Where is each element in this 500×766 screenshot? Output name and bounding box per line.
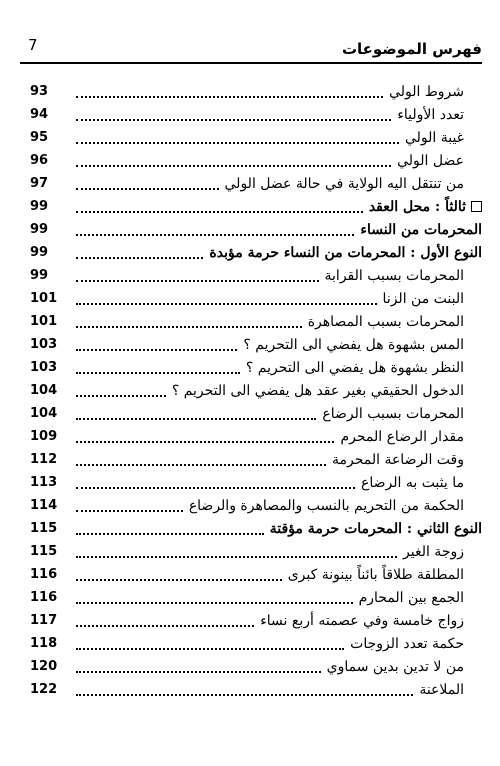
toc-entry-text: النوع الثاني : المحرمات حرمة مؤقتة	[269, 520, 482, 537]
toc-entry-text: النظر بشهوة هل يفضي الى التحريم ؟	[245, 359, 464, 376]
toc-entry-text: من لا تدين بدين سماوي	[326, 658, 464, 675]
toc-entry	[30, 126, 482, 149]
toc-entry-page: 112	[30, 452, 58, 467]
toc-entry-title	[391, 107, 482, 123]
toc-entry-title	[363, 199, 482, 215]
toc-entry-page: 95	[30, 130, 49, 145]
toc-entry-title	[326, 452, 482, 468]
toc-entry-text: حكمة تعدد الزوجات	[350, 635, 464, 652]
page-header	[20, 28, 482, 64]
dot-leader	[76, 578, 282, 581]
toc-entry-title	[282, 567, 482, 583]
toc-entry-title	[399, 130, 482, 146]
toc-entry-page: 99	[30, 199, 49, 214]
dot-leader	[76, 371, 240, 374]
dot-leader	[76, 348, 237, 351]
square-bullet-icon	[471, 201, 482, 212]
toc-entry-page: 97	[30, 176, 49, 191]
toc-entry-page: 99	[30, 222, 49, 237]
toc-entry-title	[264, 521, 482, 537]
dot-leader	[76, 279, 319, 282]
toc-entry-page: 120	[30, 659, 58, 674]
toc-entry-text: المحرمات بسبب القرابة	[324, 267, 464, 284]
toc-entry-text: الحكمة من التحريم بالنسب والمصاهرة والرضاع	[188, 497, 464, 514]
toc-entry-title	[319, 268, 482, 284]
toc-entry-page: 104	[30, 383, 58, 398]
dot-leader	[76, 394, 166, 397]
toc-entry	[30, 310, 482, 333]
toc-entry-title	[391, 153, 482, 169]
toc-entry	[30, 103, 482, 126]
dot-leader	[76, 325, 302, 328]
toc-entry	[30, 494, 482, 517]
toc-entry	[30, 195, 482, 218]
toc-entry	[30, 172, 482, 195]
toc-entry-text: المحرمات بسبب المصاهرة	[307, 313, 464, 330]
toc-entry-text: الملاعنة	[419, 681, 464, 698]
dot-leader	[76, 532, 264, 535]
toc-entry-text: الدخول الحقيقي بغير عقد هل يفضي الى التحريم ؟	[171, 382, 464, 399]
toc-entry-title	[316, 406, 482, 422]
dot-leader	[76, 95, 383, 98]
toc-entry-title	[240, 360, 482, 376]
toc-entry	[30, 632, 482, 655]
dot-leader	[76, 670, 321, 673]
toc-entry-page: 103	[30, 337, 58, 352]
dot-leader	[76, 210, 363, 213]
toc-entry	[30, 356, 482, 379]
header-page-number: 7	[28, 36, 38, 54]
toc-entry-text: وقت الرضاعة المحرمة	[331, 451, 464, 468]
dot-leader	[76, 141, 399, 144]
toc-entry	[30, 609, 482, 632]
toc-entry-title	[219, 176, 482, 192]
toc-entry	[30, 678, 482, 701]
toc-entry-text: من تنتقل اليه الولاية في حالة عضل الولي	[224, 175, 464, 192]
toc-entry-text: ثالثاً : محل العقد	[368, 198, 466, 215]
toc-entry-page: 116	[30, 590, 58, 605]
toc-entry-page: 101	[30, 314, 58, 329]
toc-entry	[30, 517, 482, 540]
toc-entry-page: 115	[30, 544, 58, 559]
toc-entry	[30, 80, 482, 103]
header-title: فهرس الموضوعات	[341, 40, 482, 58]
dot-leader	[76, 601, 353, 604]
toc-entry-text: تعدد الأولياء	[397, 106, 464, 123]
toc-entry	[30, 586, 482, 609]
toc-entry-page: 117	[30, 613, 58, 628]
toc-entry-text: غيبة الولي	[404, 129, 464, 146]
toc-entry	[30, 402, 482, 425]
toc-entry-text: البنت من الزنا	[382, 290, 464, 307]
toc-entry	[30, 287, 482, 310]
toc-entry-text: المطلقة طلاقاً بائناً بينونة كبرى	[287, 566, 464, 583]
dot-leader	[76, 233, 354, 236]
toc-entry-text: المس بشهوة هل يفضي الى التحريم ؟	[243, 336, 464, 353]
toc-entry	[30, 333, 482, 356]
toc-entry	[30, 379, 482, 402]
toc-entry-page: 103	[30, 360, 58, 375]
toc-entry	[30, 448, 482, 471]
toc-entry	[30, 218, 482, 241]
toc-entry-title	[321, 659, 482, 675]
toc-entry-page: 93	[30, 84, 49, 99]
toc-entry-title	[354, 222, 482, 238]
toc-entry	[30, 563, 482, 586]
toc-entry-title	[353, 590, 482, 606]
dot-leader	[76, 555, 397, 558]
dot-leader	[76, 440, 334, 443]
toc-entry-text: النوع الأول : المحرمات من النساء حرمة مؤبدة	[209, 244, 482, 261]
toc-entry-title	[355, 475, 482, 491]
toc-entry-title	[254, 613, 482, 629]
dot-leader	[76, 624, 254, 627]
toc-entry-text: المحرمات بسبب الرضاع	[322, 405, 464, 422]
toc-entry	[30, 241, 482, 264]
toc-entry-title	[237, 337, 482, 353]
toc-entry-page: 104	[30, 406, 58, 421]
toc-entry-page: 99	[30, 245, 49, 260]
table-of-contents	[30, 80, 482, 701]
dot-leader	[76, 302, 377, 305]
toc-entry-title	[413, 682, 482, 698]
toc-entry-title	[383, 84, 482, 100]
dot-leader	[76, 187, 219, 190]
toc-entry-title	[344, 636, 482, 652]
toc-entry-text: المحرمات من النساء	[360, 221, 482, 238]
toc-entry-page: 94	[30, 107, 49, 122]
toc-entry-page: 116	[30, 567, 58, 582]
toc-entry	[30, 425, 482, 448]
toc-entry-page: 99	[30, 268, 49, 283]
toc-entry	[30, 540, 482, 563]
toc-entry-page: 96	[30, 153, 49, 168]
dot-leader	[76, 164, 391, 167]
dot-leader	[76, 256, 203, 259]
toc-entry-text: مقدار الرضاع المحرم	[340, 428, 464, 445]
toc-entry-title	[166, 383, 482, 399]
toc-entry-page: 115	[30, 521, 58, 536]
toc-entry-text: زوجة الغير	[403, 543, 464, 560]
toc-entry	[30, 264, 482, 287]
toc-entry-page: 122	[30, 682, 58, 697]
toc-entry-title	[183, 498, 482, 514]
toc-entry-title	[302, 314, 482, 330]
dot-leader	[76, 647, 344, 650]
toc-entry-text: زواج خامسة وفي عصمته أربع نساء	[260, 612, 464, 629]
dot-leader	[76, 463, 326, 466]
toc-entry-page: 118	[30, 636, 58, 651]
toc-entry	[30, 655, 482, 678]
toc-entry-title	[377, 291, 482, 307]
toc-entry-page: 101	[30, 291, 58, 306]
toc-entry-text: ما يثبت به الرضاع	[361, 474, 464, 491]
dot-leader	[76, 417, 316, 420]
toc-entry-title	[203, 245, 482, 261]
toc-entry-text: شروط الولي	[389, 83, 464, 100]
toc-entry-title	[397, 544, 482, 560]
toc-entry-page: 114	[30, 498, 58, 513]
dot-leader	[76, 486, 355, 489]
toc-entry-page: 113	[30, 475, 58, 490]
dot-leader	[76, 118, 391, 121]
toc-entry-text: الجمع بين المحارم	[358, 589, 464, 606]
toc-entry	[30, 471, 482, 494]
toc-entry-text: عضل الولي	[397, 152, 464, 169]
toc-entry	[30, 149, 482, 172]
dot-leader	[76, 693, 413, 696]
dot-leader	[76, 509, 183, 512]
toc-entry-title	[334, 429, 482, 445]
toc-entry-page: 109	[30, 429, 58, 444]
